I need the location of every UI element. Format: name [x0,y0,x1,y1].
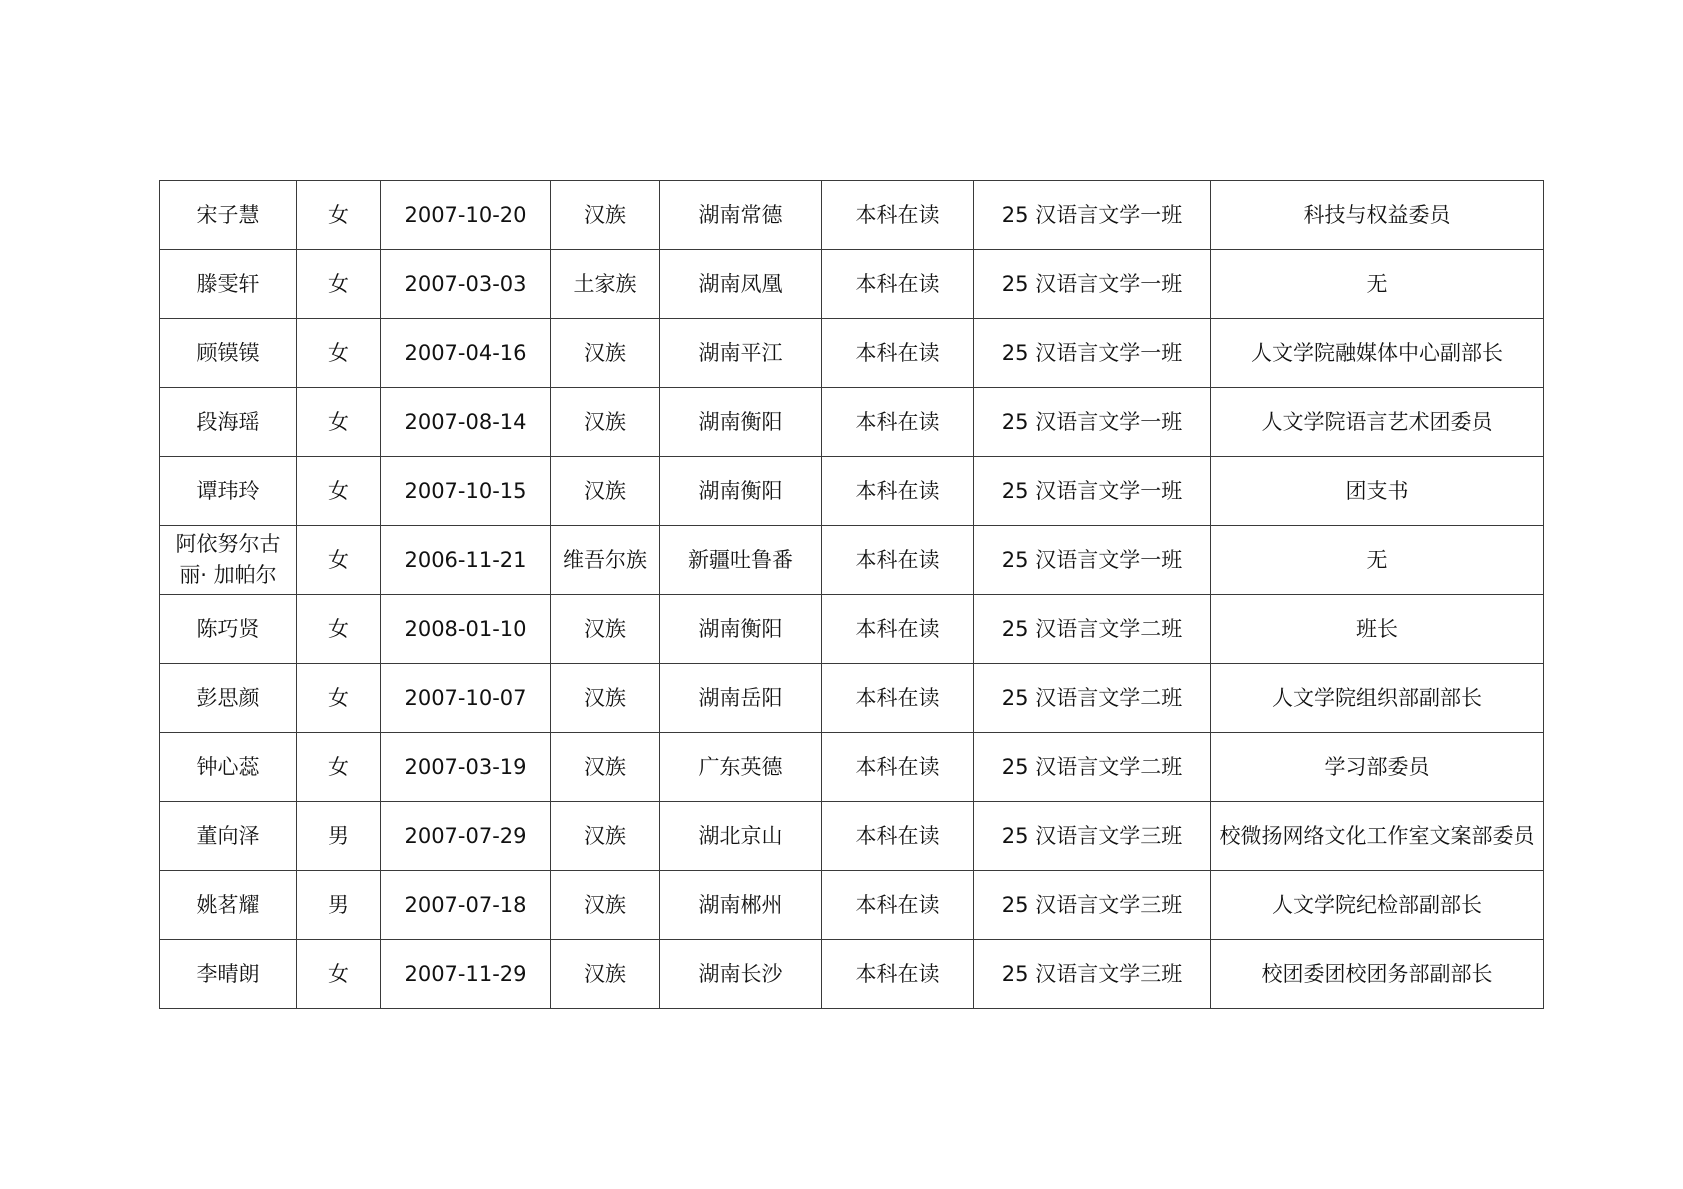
position-cell: 团支书 [1211,457,1544,526]
position-cell: 人文学院融媒体中心副部长 [1211,319,1544,388]
ethnicity-cell: 汉族 [551,940,660,1009]
name-cell: 段海瑶 [160,388,297,457]
position-cell: 科技与权益委员 [1211,181,1544,250]
hometown-cell: 湖南衡阳 [660,388,822,457]
hometown-cell: 湖南岳阳 [660,664,822,733]
table-row [160,319,1544,388]
birth-date-cell: 2007-04-16 [381,319,551,388]
class-cell: 25 汉语言文学三班 [974,802,1211,871]
class-cell: 25 汉语言文学三班 [974,871,1211,940]
gender-cell: 男 [297,871,381,940]
ethnicity-cell: 汉族 [551,319,660,388]
table-row [160,733,1544,802]
ethnicity-cell: 汉族 [551,181,660,250]
position-cell: 校微扬网络文化工作室文案部委员 [1211,802,1544,871]
student-roster-table [159,180,1544,1009]
education-status-cell: 本科在读 [822,526,974,595]
name-cell: 彭思颜 [160,664,297,733]
class-cell: 25 汉语言文学一班 [974,526,1211,595]
birth-date-cell: 2008-01-10 [381,595,551,664]
gender-cell: 女 [297,181,381,250]
gender-cell: 女 [297,664,381,733]
gender-cell: 女 [297,457,381,526]
education-status-cell: 本科在读 [822,940,974,1009]
class-cell: 25 汉语言文学一班 [974,319,1211,388]
ethnicity-cell: 汉族 [551,457,660,526]
education-status-cell: 本科在读 [822,250,974,319]
table-row [160,802,1544,871]
class-cell: 25 汉语言文学一班 [974,250,1211,319]
birth-date-cell: 2007-07-29 [381,802,551,871]
education-status-cell: 本科在读 [822,319,974,388]
hometown-cell: 广东英德 [660,733,822,802]
class-cell: 25 汉语言文学三班 [974,940,1211,1009]
table-row [160,871,1544,940]
name-cell: 董向泽 [160,802,297,871]
hometown-cell: 湖南常德 [660,181,822,250]
education-status-cell: 本科在读 [822,595,974,664]
position-cell: 无 [1211,526,1544,595]
name-cell: 陈巧贤 [160,595,297,664]
position-cell: 班长 [1211,595,1544,664]
ethnicity-cell: 汉族 [551,595,660,664]
education-status-cell: 本科在读 [822,457,974,526]
hometown-cell: 湖南衡阳 [660,457,822,526]
gender-cell: 女 [297,388,381,457]
birth-date-cell: 2007-08-14 [381,388,551,457]
name-cell: 滕雯轩 [160,250,297,319]
position-cell: 人文学院语言艺术团委员 [1211,388,1544,457]
birth-date-cell: 2007-10-15 [381,457,551,526]
hometown-cell: 湖北京山 [660,802,822,871]
gender-cell: 男 [297,802,381,871]
education-status-cell: 本科在读 [822,181,974,250]
table-row [160,457,1544,526]
name-cell: 钟心蕊 [160,733,297,802]
ethnicity-cell: 汉族 [551,802,660,871]
education-status-cell: 本科在读 [822,871,974,940]
hometown-cell: 湖南长沙 [660,940,822,1009]
birth-date-cell: 2007-03-19 [381,733,551,802]
name-cell: 阿依努尔古丽· 加帕尔 [160,526,297,595]
class-cell: 25 汉语言文学二班 [974,733,1211,802]
table-row [160,940,1544,1009]
birth-date-cell: 2007-10-20 [381,181,551,250]
birth-date-cell: 2007-07-18 [381,871,551,940]
table-row [160,526,1544,595]
ethnicity-cell: 汉族 [551,388,660,457]
position-cell: 人文学院组织部副部长 [1211,664,1544,733]
position-cell: 校团委团校团务部副部长 [1211,940,1544,1009]
table-row [160,250,1544,319]
ethnicity-cell: 维吾尔族 [551,526,660,595]
birth-date-cell: 2006-11-21 [381,526,551,595]
ethnicity-cell: 汉族 [551,733,660,802]
ethnicity-cell: 土家族 [551,250,660,319]
table-row [160,388,1544,457]
hometown-cell: 湖南郴州 [660,871,822,940]
table-row [160,181,1544,250]
table-row [160,664,1544,733]
class-cell: 25 汉语言文学一班 [974,388,1211,457]
name-cell: 谭玮玲 [160,457,297,526]
gender-cell: 女 [297,940,381,1009]
hometown-cell: 湖南凤凰 [660,250,822,319]
class-cell: 25 汉语言文学一班 [974,457,1211,526]
name-cell: 姚茗耀 [160,871,297,940]
education-status-cell: 本科在读 [822,388,974,457]
birth-date-cell: 2007-11-29 [381,940,551,1009]
position-cell: 无 [1211,250,1544,319]
hometown-cell: 新疆吐鲁番 [660,526,822,595]
gender-cell: 女 [297,733,381,802]
name-cell: 李晴朗 [160,940,297,1009]
birth-date-cell: 2007-10-07 [381,664,551,733]
class-cell: 25 汉语言文学一班 [974,181,1211,250]
name-cell: 宋子慧 [160,181,297,250]
class-cell: 25 汉语言文学二班 [974,595,1211,664]
gender-cell: 女 [297,250,381,319]
ethnicity-cell: 汉族 [551,871,660,940]
gender-cell: 女 [297,595,381,664]
table-row [160,595,1544,664]
education-status-cell: 本科在读 [822,802,974,871]
education-status-cell: 本科在读 [822,733,974,802]
gender-cell: 女 [297,319,381,388]
class-cell: 25 汉语言文学二班 [974,664,1211,733]
hometown-cell: 湖南衡阳 [660,595,822,664]
position-cell: 学习部委员 [1211,733,1544,802]
birth-date-cell: 2007-03-03 [381,250,551,319]
position-cell: 人文学院纪检部副部长 [1211,871,1544,940]
name-cell: 顾镆镆 [160,319,297,388]
gender-cell: 女 [297,526,381,595]
roster-body [160,181,1544,1009]
hometown-cell: 湖南平江 [660,319,822,388]
education-status-cell: 本科在读 [822,664,974,733]
ethnicity-cell: 汉族 [551,664,660,733]
